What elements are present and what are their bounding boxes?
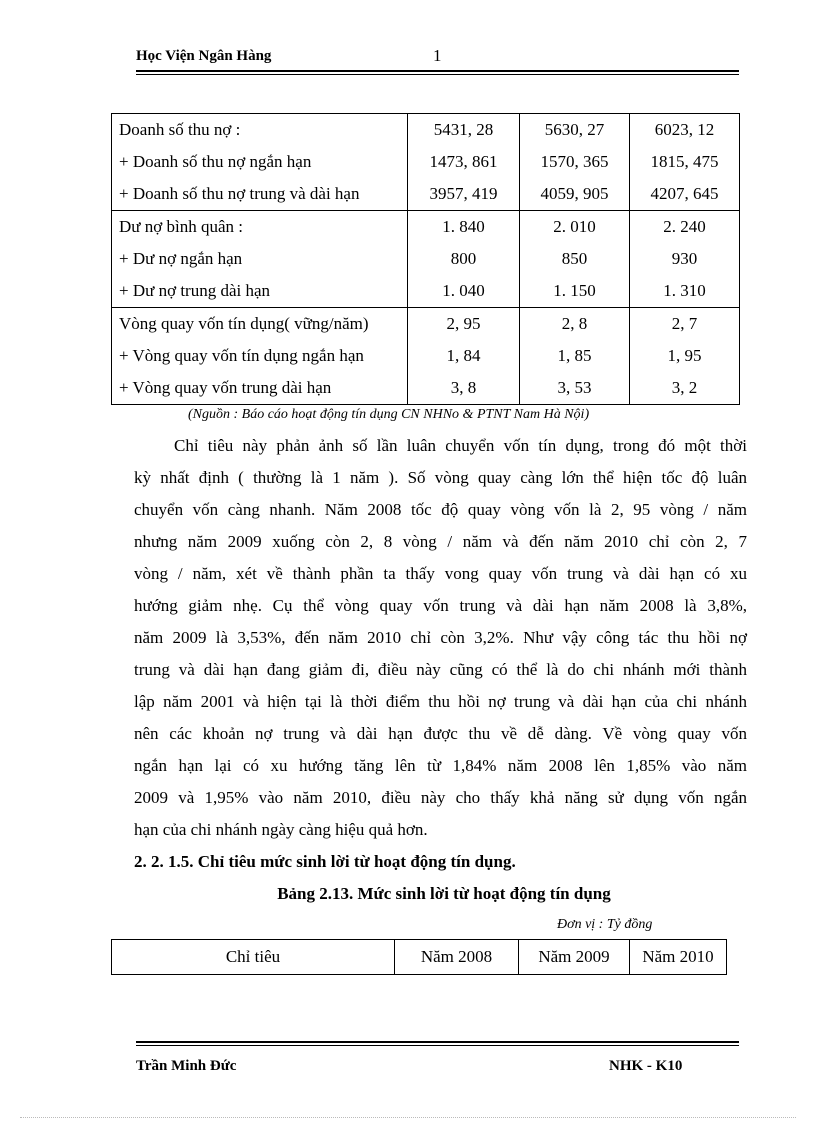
credit-turnover-table: [111, 113, 740, 405]
row-label: Vòng quay vốn tín dụng( vững/năm): [112, 308, 408, 341]
paragraph-line: hướng giảm nhẹ. Cụ thể vòng quay vốn trung và dài hạn năm 2008 là 3,8%,: [134, 596, 747, 615]
value-cell: 5431, 28: [408, 114, 520, 147]
value-cell: 3957, 419: [408, 178, 520, 211]
header-cell: Năm 2008: [395, 940, 519, 975]
value-cell: 1. 840: [408, 211, 520, 244]
value-cell: 850: [520, 243, 630, 275]
table-row: [112, 372, 740, 405]
page-number: 1: [433, 46, 442, 65]
value-cell: 2, 7: [630, 308, 740, 341]
header-cell: Năm 2009: [519, 940, 630, 975]
value-cell: 5630, 27: [520, 114, 630, 147]
page-header: [136, 46, 740, 68]
footer-class: NHK - K10: [609, 1058, 683, 1074]
value-cell: 2. 240: [630, 211, 740, 244]
value-cell: 1, 85: [520, 340, 630, 372]
table-row: [112, 114, 740, 147]
table-row: [112, 211, 740, 244]
row-label: + Vòng quay vốn tín dụng ngắn hạn: [112, 340, 408, 372]
page-bottom-border: [20, 1117, 796, 1118]
value-cell: 1473, 861: [408, 146, 520, 178]
table-row: [112, 178, 740, 211]
value-cell: 2, 8: [520, 308, 630, 341]
table-row: [112, 146, 740, 178]
footer-rule: [136, 1041, 739, 1046]
profitability-table: [111, 939, 727, 975]
section-heading: 2. 2. 1.5. Chỉ tiêu mức sinh lời từ hoạt động tín dụng.: [134, 852, 516, 871]
header-rule: [136, 70, 739, 75]
paragraph-line: nên các khoản nợ trung và dài hạn được thu về dễ dàng. Về vòng quay vốn: [134, 724, 747, 743]
paragraph-line: ngắn hạn lại có xu hướng tăng lên từ 1,84% năm 2008 lên 1,85% vào năm: [134, 756, 747, 775]
value-cell: 2. 010: [520, 211, 630, 244]
header-cell: Chỉ tiêu: [112, 940, 395, 975]
paragraph-line: trung và dài hạn đang giảm đi, điều này cũng có thể là do chi nhánh mới thành: [134, 660, 747, 679]
header-institution: Học Viện Ngân Hàng: [136, 48, 272, 64]
footer-author: Trần Minh Đức: [136, 1058, 237, 1074]
paragraph-line: chuyển vốn càng nhanh. Năm 2008 tốc độ quay vòng vốn là 2, 95 vòng / năm: [134, 500, 747, 519]
row-label: + Dư nợ ngắn hạn: [112, 243, 408, 275]
row-label: + Doanh số thu nợ ngắn hạn: [112, 146, 408, 178]
table-header-row: [112, 940, 727, 975]
value-cell: 1. 310: [630, 275, 740, 308]
value-cell: 6023, 12: [630, 114, 740, 147]
row-label: Doanh số thu nợ :: [112, 114, 408, 147]
table-row: [112, 340, 740, 372]
table-row: [112, 275, 740, 308]
value-cell: 4059, 905: [520, 178, 630, 211]
value-cell: 1, 95: [630, 340, 740, 372]
value-cell: 1. 150: [520, 275, 630, 308]
row-label: Dư nợ bình quân :: [112, 211, 408, 244]
value-cell: 3, 53: [520, 372, 630, 405]
value-cell: 1815, 475: [630, 146, 740, 178]
header-cell: Năm 2010: [630, 940, 727, 975]
value-cell: 1, 84: [408, 340, 520, 372]
unit-note: Đơn vị : Tỷ đồng: [557, 917, 653, 932]
value-cell: 1. 040: [408, 275, 520, 308]
row-label: + Dư nợ trung dài hạn: [112, 275, 408, 308]
value-cell: 1570, 365: [520, 146, 630, 178]
table-source-note: (Nguồn : Báo cáo hoạt động tín dụng CN NHNo & PTNT Nam Hà Nội): [188, 407, 590, 422]
value-cell: 3, 2: [630, 372, 740, 405]
table-row: [112, 308, 740, 341]
value-cell: 2, 95: [408, 308, 520, 341]
paragraph-line: kỳ nhất định ( thường là 1 năm ). Số vòng quay càng lớn thể hiện tốc độ luân: [134, 468, 747, 487]
row-label: + Vòng quay vốn trung dài hạn: [112, 372, 408, 405]
table-row: [112, 243, 740, 275]
paragraph-line: vòng / năm, xét về thành phần ta thấy vong quay vốn trung và dài hạn có xu: [134, 564, 747, 583]
paragraph-line: nhưng năm 2009 xuống còn 2, 8 vòng / năm và đến năm 2010 chỉ còn 2, 7: [134, 532, 747, 551]
paragraph-line: hạn của chi nhánh ngày càng hiệu quả hơn.: [134, 820, 428, 839]
paragraph-line: 2009 và 1,95% vào năm 2010, điều này cho thấy khả năng sử dụng vốn ngắn: [134, 788, 747, 807]
paragraph-line: năm 2009 là 3,53%, đến năm 2010 chỉ còn 3,2%. Như vậy công tác thu hồi nợ: [134, 628, 747, 647]
paragraph-line: lập năm 2001 và hiện tại là thời điểm thu hồi nợ trung và dài hạn của chi nhánh: [134, 692, 747, 711]
paragraph-line: Chỉ tiêu này phản ảnh số lần luân chuyển vốn tín dụng, trong đó một thời: [174, 436, 747, 455]
value-cell: 4207, 645: [630, 178, 740, 211]
analysis-paragraph: [134, 430, 747, 846]
row-label: + Doanh số thu nợ trung và dài hạn: [112, 178, 408, 211]
value-cell: 3, 8: [408, 372, 520, 405]
value-cell: 800: [408, 243, 520, 275]
value-cell: 930: [630, 243, 740, 275]
table-caption: Bảng 2.13. Mức sinh lời từ hoạt động tín dụng: [277, 884, 611, 903]
